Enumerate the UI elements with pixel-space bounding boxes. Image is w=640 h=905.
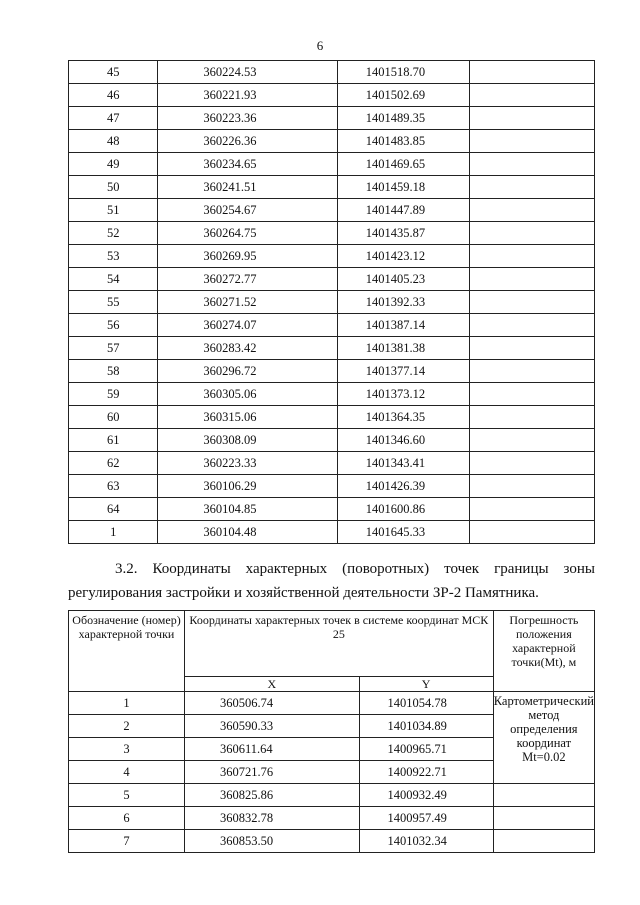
point-number: 59 xyxy=(69,383,158,406)
table-row xyxy=(69,130,595,153)
x-coordinate: 360254.67 xyxy=(158,199,337,222)
y-coordinate: 1401469.65 xyxy=(337,153,470,176)
x-coordinate: 360611.64 xyxy=(185,738,360,761)
table-row xyxy=(69,314,595,337)
empty-cell xyxy=(470,314,595,337)
table-row xyxy=(69,830,595,853)
point-number: 63 xyxy=(69,475,158,498)
x-coordinate: 360315.06 xyxy=(158,406,337,429)
point-number: 57 xyxy=(69,337,158,360)
point-number: 2 xyxy=(69,715,185,738)
y-coordinate: 1400957.49 xyxy=(359,807,493,830)
table-row xyxy=(69,429,595,452)
empty-cell xyxy=(470,406,595,429)
table-row xyxy=(69,268,595,291)
point-number: 56 xyxy=(69,314,158,337)
y-coordinate: 1401034.89 xyxy=(359,715,493,738)
point-number: 51 xyxy=(69,199,158,222)
y-coordinate: 1401483.85 xyxy=(337,130,470,153)
zr2-coordinates-table xyxy=(68,610,595,853)
point-number: 55 xyxy=(69,291,158,314)
table-row xyxy=(69,521,595,544)
x-coordinate: 360234.65 xyxy=(158,153,337,176)
empty-cell xyxy=(470,360,595,383)
point-number: 3 xyxy=(69,738,185,761)
table-row xyxy=(69,498,595,521)
x-coordinate: 360223.33 xyxy=(158,452,337,475)
x-coordinate: 360104.85 xyxy=(158,498,337,521)
y-coordinate: 1401459.18 xyxy=(337,176,470,199)
point-number: 50 xyxy=(69,176,158,199)
coordinates-table-continued xyxy=(68,60,595,544)
table-row xyxy=(69,222,595,245)
y-coordinate: 1401343.41 xyxy=(337,452,470,475)
x-coordinate: 360825.86 xyxy=(185,784,360,807)
x-coordinate: 360104.48 xyxy=(158,521,337,544)
y-coordinate: 1401423.12 xyxy=(337,245,470,268)
point-number: 1 xyxy=(69,521,158,544)
x-coordinate: 360506.74 xyxy=(185,692,360,715)
x-coordinate: 360226.36 xyxy=(158,130,337,153)
section-heading-line-2: регулирования застройки и хозяйственной деятельности ЗР-2 Памятника. xyxy=(68,585,539,601)
table-row xyxy=(69,245,595,268)
empty-cell xyxy=(470,176,595,199)
page-number: 6 xyxy=(316,38,324,53)
table-row xyxy=(69,291,595,314)
x-coordinate: 360296.72 xyxy=(158,360,337,383)
empty-cell xyxy=(470,222,595,245)
table-row xyxy=(69,784,595,807)
x-coordinate: 360269.95 xyxy=(158,245,337,268)
y-coordinate: 1401502.69 xyxy=(337,84,470,107)
table-row xyxy=(69,84,595,107)
table-row xyxy=(69,475,595,498)
header-x: X xyxy=(185,677,360,692)
y-coordinate: 1401447.89 xyxy=(337,199,470,222)
table-row xyxy=(69,452,595,475)
x-coordinate: 360721.76 xyxy=(185,761,360,784)
x-coordinate: 360283.42 xyxy=(158,337,337,360)
y-coordinate: 1401600.86 xyxy=(337,498,470,521)
y-coordinate: 1401364.35 xyxy=(337,406,470,429)
x-coordinate: 360221.93 xyxy=(158,84,337,107)
point-number: 6 xyxy=(69,807,185,830)
empty-cell xyxy=(470,337,595,360)
point-number: 1 xyxy=(69,692,185,715)
point-number: 58 xyxy=(69,360,158,383)
empty-cell xyxy=(470,153,595,176)
header-coordinates: Координаты характерных точек в системе координат МСК 25 xyxy=(185,611,494,677)
x-coordinate: 360264.75 xyxy=(158,222,337,245)
x-coordinate: 360832.78 xyxy=(185,807,360,830)
x-coordinate: 360272.77 xyxy=(158,268,337,291)
y-coordinate: 1401645.33 xyxy=(337,521,470,544)
y-coordinate: 1401377.14 xyxy=(337,360,470,383)
empty-cell xyxy=(470,268,595,291)
empty-cell xyxy=(470,475,595,498)
point-number: 4 xyxy=(69,761,185,784)
header-accuracy: Погрешность положения характерной точки(Mt), м xyxy=(493,611,594,692)
empty-cell xyxy=(470,291,595,314)
empty-cell xyxy=(470,498,595,521)
table-row xyxy=(69,360,595,383)
table-row xyxy=(69,692,595,715)
x-coordinate: 360274.07 xyxy=(158,314,337,337)
x-coordinate: 360223.36 xyxy=(158,107,337,130)
y-coordinate: 1401518.70 xyxy=(337,61,470,84)
y-coordinate: 1401426.39 xyxy=(337,475,470,498)
y-coordinate: 1400965.71 xyxy=(359,738,493,761)
y-coordinate: 1400922.71 xyxy=(359,761,493,784)
y-coordinate: 1401387.14 xyxy=(337,314,470,337)
x-coordinate: 360308.09 xyxy=(158,429,337,452)
y-coordinate: 1401346.60 xyxy=(337,429,470,452)
point-number: 46 xyxy=(69,84,158,107)
table-row xyxy=(69,199,595,222)
point-number: 49 xyxy=(69,153,158,176)
point-number: 60 xyxy=(69,406,158,429)
y-coordinate: 1401392.33 xyxy=(337,291,470,314)
empty-cell xyxy=(470,245,595,268)
point-number: 52 xyxy=(69,222,158,245)
empty-cell xyxy=(493,807,594,830)
empty-cell xyxy=(470,61,595,84)
accuracy-method-note: Картометрический метод определения координат Mt=0.02 xyxy=(493,692,594,784)
table-row xyxy=(69,107,595,130)
point-number: 53 xyxy=(69,245,158,268)
empty-cell xyxy=(470,107,595,130)
section-heading-line-1: 3.2. Координаты характерных (поворотных) точек границы зоны xyxy=(115,561,595,577)
point-number: 45 xyxy=(69,61,158,84)
empty-cell xyxy=(470,84,595,107)
point-number: 62 xyxy=(69,452,158,475)
y-coordinate: 1401373.12 xyxy=(337,383,470,406)
empty-cell xyxy=(470,521,595,544)
table-row xyxy=(69,176,595,199)
y-coordinate: 1401054.78 xyxy=(359,692,493,715)
y-coordinate: 1401489.35 xyxy=(337,107,470,130)
y-coordinate: 1401405.23 xyxy=(337,268,470,291)
empty-cell xyxy=(493,830,594,853)
table-row xyxy=(69,807,595,830)
point-number: 5 xyxy=(69,784,185,807)
x-coordinate: 360590.33 xyxy=(185,715,360,738)
y-coordinate: 1401435.87 xyxy=(337,222,470,245)
x-coordinate: 360305.06 xyxy=(158,383,337,406)
empty-cell xyxy=(470,199,595,222)
point-number: 47 xyxy=(69,107,158,130)
table-row xyxy=(69,337,595,360)
empty-cell xyxy=(470,130,595,153)
empty-cell xyxy=(470,429,595,452)
header-point-id: Обозначение (номер) характерной точки xyxy=(69,611,185,692)
empty-cell xyxy=(470,383,595,406)
point-number: 48 xyxy=(69,130,158,153)
point-number: 7 xyxy=(69,830,185,853)
x-coordinate: 360241.51 xyxy=(158,176,337,199)
point-number: 64 xyxy=(69,498,158,521)
header-y: Y xyxy=(359,677,493,692)
y-coordinate: 1401381.38 xyxy=(337,337,470,360)
x-coordinate: 360106.29 xyxy=(158,475,337,498)
y-coordinate: 1400932.49 xyxy=(359,784,493,807)
x-coordinate: 360271.52 xyxy=(158,291,337,314)
y-coordinate: 1401032.34 xyxy=(359,830,493,853)
point-number: 54 xyxy=(69,268,158,291)
empty-cell xyxy=(493,784,594,807)
x-coordinate: 360853.50 xyxy=(185,830,360,853)
table-row xyxy=(69,383,595,406)
table-row xyxy=(69,61,595,84)
point-number: 61 xyxy=(69,429,158,452)
empty-cell xyxy=(470,452,595,475)
table-row xyxy=(69,153,595,176)
x-coordinate: 360224.53 xyxy=(158,61,337,84)
table-row xyxy=(69,406,595,429)
